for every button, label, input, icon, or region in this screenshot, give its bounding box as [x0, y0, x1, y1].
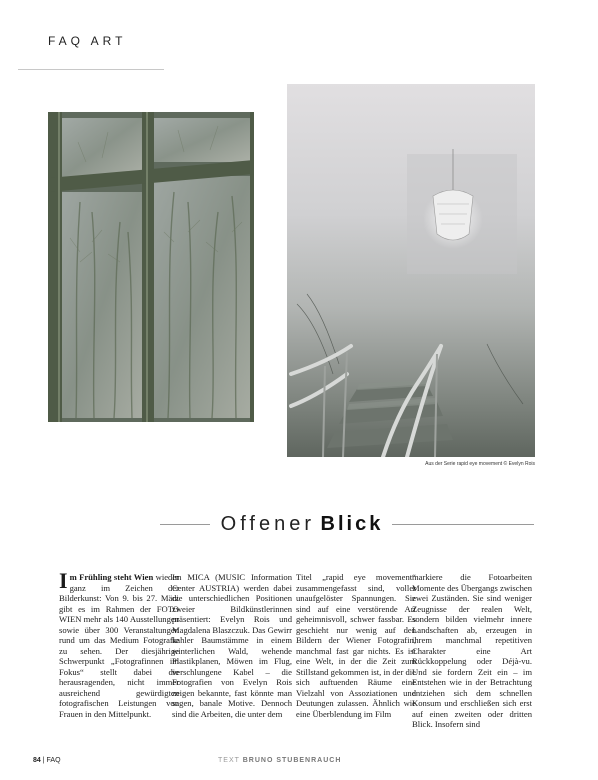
footer-separator: | — [42, 757, 45, 764]
page-number: 84 — [33, 757, 41, 764]
article-text-1: wieder ganz im Zeichen der Bilderkunst: Von 9. bis 27. März gibt es im Rahmen der FOTO WIEN mehr als 140 Ausstellungen sowie über 300 Veranstaltungen rund um das Medium Fotografie zu sehen. Der diesjährige Schwerpunkt „Fotografinnen im Fokus“ stellt dabei die herausragenden, nicht immer ausreichend gewürdigten fotografischen Leistungen von Frauen in den Mittelpunkt. — [59, 572, 179, 719]
author-name: BRUNO STUBENRAUCH — [242, 757, 342, 764]
article-column-1 — [59, 572, 179, 742]
credit-label: TEXT — [218, 757, 240, 764]
article-title — [212, 510, 392, 538]
fog-photo-art — [287, 84, 535, 457]
photo-foggy-pool — [287, 84, 535, 457]
page-footer — [33, 757, 61, 764]
article-column-3: Titel „rapid eye movement“ zusammengefasst sind, voller unaufgelöster Spannungen. Sie sind auf eine verstörende Art geheimnisvoll, schwer fassbar. Es geschieht nur wenig auf den Bildern der Wiener Fotografin, manchmal fast gar nichts. Es ist eine Welt, in der die Zeit zum Stillstand gekommen ist, in der die sich auftuenden Räume eine Vielzahl von Assoziationen und Deutungen zulassen. Ähnlich wie eine Überblendung im Film — [296, 572, 416, 719]
window-photo-art — [48, 112, 254, 422]
drop-cap: I — [59, 572, 68, 593]
footer-section: FAQ — [46, 757, 61, 764]
photo-caption: Aus der Serie rapid eye movement © Evelyn Rois — [425, 461, 535, 467]
article-column-4: markiere die Fotoarbeiten Momente des Übergangs zwischen zwei Zuständen. Sie sind weniger Zeugnisse der realen Welt, sondern bilden vielmehr innere Landschaften ab, erzeugen in ihrem manchmal repetitiven Charakter eine Art Rückkoppelung oder Déjà-vu. Und sie fordern Zeit ein – im Entstehen wie in der Betrachtung entziehen sich dem schnellen Konsum und erschließen sich erst auf einen zweiten oder dritten Blick. Insofern sind — [412, 572, 532, 729]
author-credit — [218, 757, 341, 764]
section-label: FAQ ART — [48, 34, 127, 48]
title-light: Offener — [220, 513, 315, 535]
title-rule-right — [392, 524, 534, 525]
title-bold: Blick — [320, 513, 384, 535]
article-lead: m Frühling steht Wien — [69, 572, 154, 582]
section-divider — [18, 69, 164, 70]
article-column-2: Im MICA (MUSIC Information Center AUSTRIA) werden dabei die unterschiedlichen Positionen zweier Bildkünstlerinnen präsentiert: Evelyn Rois und Magdalena Blaszczuk. Das Gewirr kahler Baumstämme in einem winterlichen Wald, wehende Plastikplanen, Möwen im Flug, verschlungene Kabel – die Fotografien von Evelyn Rois zeigen bekannte, fast könnte man sagen, banale Motive. Dennoch sind die Arbeiten, die unter dem — [172, 572, 292, 719]
photo-window-reflection — [48, 112, 254, 422]
title-rule-left — [160, 524, 210, 525]
